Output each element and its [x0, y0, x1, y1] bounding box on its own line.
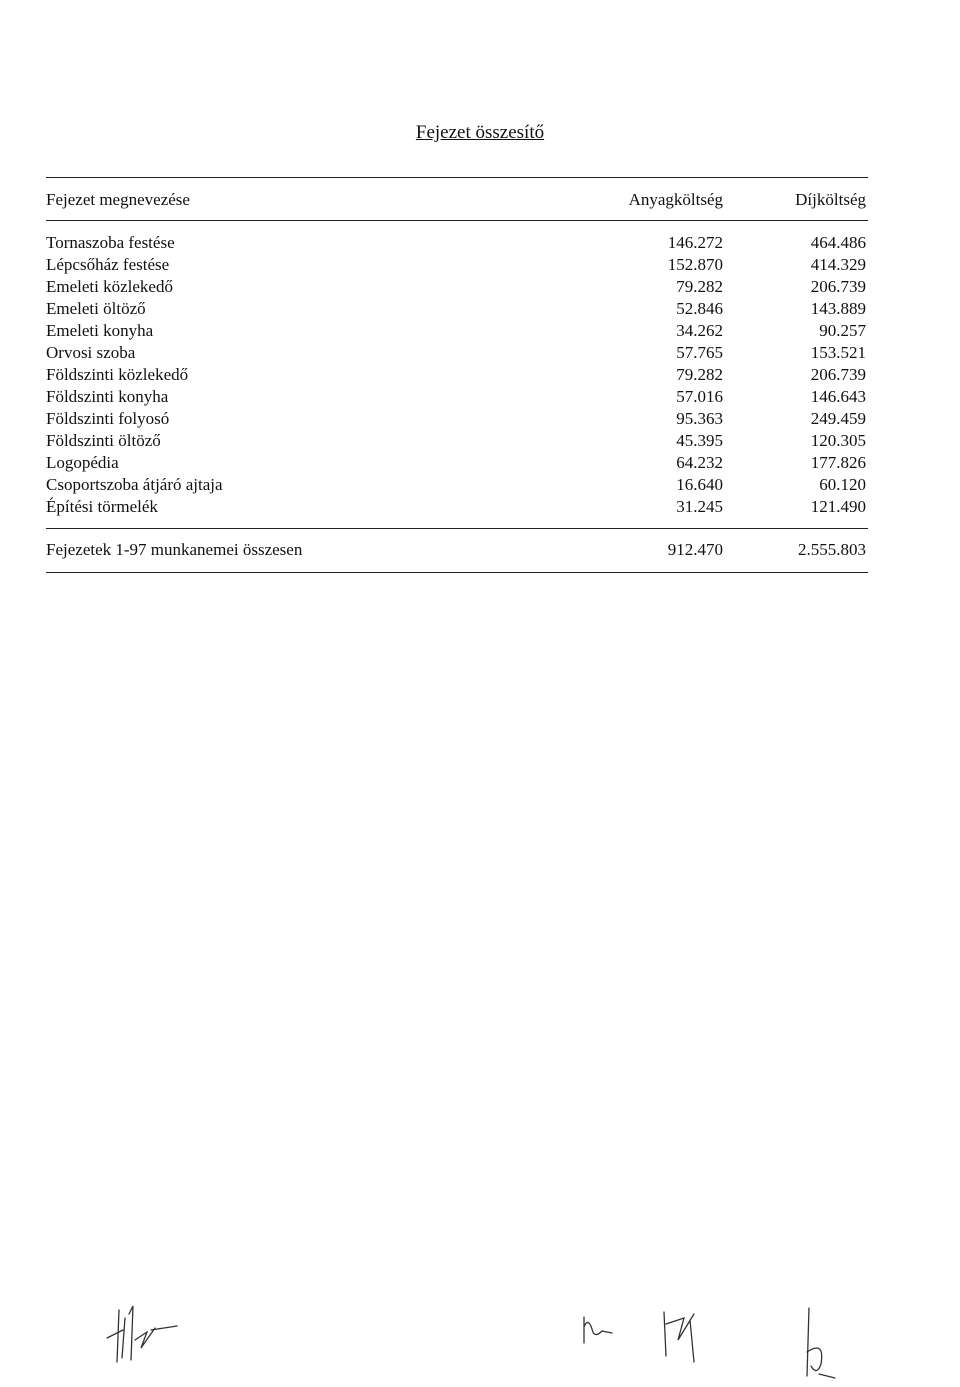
- table-row: [46, 232, 868, 254]
- row-dijkoltseg: 206.739: [810, 365, 866, 384]
- page-title: Fejezet összesítő: [415, 122, 545, 143]
- row-anyagkoltseg: 16.640: [676, 475, 723, 494]
- row-name: Orvosi szoba: [46, 343, 136, 362]
- row-dijkoltseg: 120.305: [810, 431, 866, 450]
- row-anyagkoltseg: 79.282: [676, 365, 723, 384]
- row-name: Logopédia: [46, 453, 119, 472]
- table-row: [46, 452, 868, 474]
- table-row: [46, 496, 868, 518]
- row-dijkoltseg: 177.826: [810, 453, 866, 472]
- row-name: Földszinti öltöző: [46, 431, 161, 450]
- table-row: [46, 430, 868, 452]
- row-anyagkoltseg: 52.846: [676, 299, 723, 318]
- row-name: Földszinti közlekedő: [46, 365, 189, 384]
- row-name: Földszinti folyosó: [46, 409, 170, 428]
- row-name: Földszinti konyha: [46, 387, 169, 406]
- row-dijkoltseg: 206.739: [810, 277, 866, 296]
- row-anyagkoltseg: 152.870: [667, 255, 723, 274]
- row-dijkoltseg: 60.120: [819, 475, 866, 494]
- row-name: Csoportszoba átjáró ajtaja: [46, 475, 223, 494]
- total-label: Fejezetek 1-97 munkanemei összesen: [46, 540, 303, 559]
- table-row: [46, 408, 868, 430]
- row-dijkoltseg: 143.889: [810, 299, 866, 318]
- total-top-rule: [46, 528, 868, 529]
- table-row: [46, 298, 868, 320]
- table-row: [46, 320, 868, 342]
- row-dijkoltseg: 121.490: [810, 497, 866, 516]
- row-dijkoltseg: 146.643: [810, 387, 866, 406]
- table-row: [46, 386, 868, 408]
- row-anyagkoltseg: 34.262: [676, 321, 723, 340]
- row-anyagkoltseg: 64.232: [676, 453, 723, 472]
- row-name: Lépcsőház festése: [46, 255, 170, 274]
- total-anyagkoltseg: 912.470: [667, 540, 723, 559]
- table-row: [46, 342, 868, 364]
- row-anyagkoltseg: 79.282: [676, 277, 723, 296]
- table-row: [46, 474, 868, 496]
- row-anyagkoltseg: 57.016: [676, 387, 723, 406]
- row-dijkoltseg: 249.459: [810, 409, 866, 428]
- row-name: Emeleti öltöző: [46, 299, 146, 318]
- total-row: [46, 539, 868, 561]
- table-row: [46, 276, 868, 298]
- row-anyagkoltseg: 31.245: [676, 497, 723, 516]
- header-name: Fejezet megnevezése: [46, 190, 190, 209]
- row-anyagkoltseg: 45.395: [676, 431, 723, 450]
- row-dijkoltseg: 90.257: [819, 321, 866, 340]
- signature-1: [95, 1300, 185, 1370]
- signature-3: [654, 1300, 714, 1370]
- total-bottom-rule: [46, 572, 868, 573]
- row-dijkoltseg: 153.521: [810, 343, 866, 362]
- row-name: Emeleti közlekedő: [46, 277, 173, 296]
- row-name: Tornaszoba festése: [46, 233, 175, 252]
- row-dijkoltseg: 464.486: [810, 233, 866, 252]
- table-row: [46, 254, 868, 276]
- header-anyagkoltseg: Anyagköltség: [628, 190, 723, 209]
- header-rule: [46, 220, 868, 221]
- row-name: Emeleti konyha: [46, 321, 154, 340]
- row-anyagkoltseg: 146.272: [667, 233, 723, 252]
- total-dijkoltseg: 2.555.803: [798, 540, 866, 559]
- signature-2: [578, 1305, 638, 1355]
- signature-4: [795, 1292, 845, 1384]
- row-name: Építési törmelék: [46, 497, 158, 516]
- row-anyagkoltseg: 95.363: [676, 409, 723, 428]
- row-dijkoltseg: 414.329: [810, 255, 866, 274]
- table-header: [46, 189, 868, 211]
- row-anyagkoltseg: 57.765: [676, 343, 723, 362]
- table-top-rule: [46, 177, 868, 178]
- header-dijkoltseg: Díjköltség: [795, 190, 866, 209]
- table-row: [46, 364, 868, 386]
